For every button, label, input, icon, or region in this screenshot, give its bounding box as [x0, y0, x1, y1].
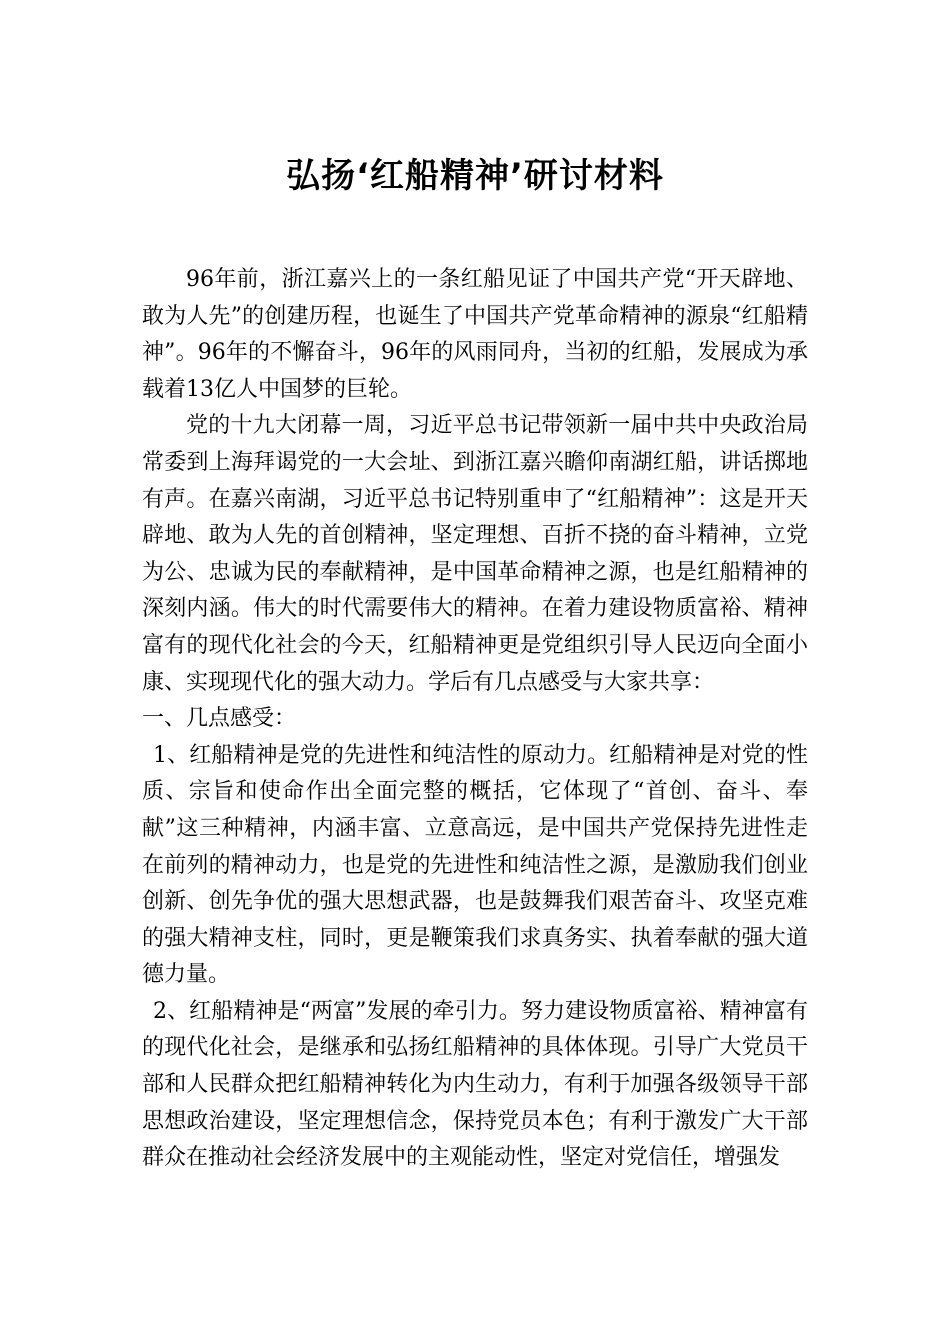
- paragraph-point-2: 2、红船精神是“两富”发展的牵引力。努力建设物质富裕、精神富有的现代化社会，是继承和弘扬红船精神的具体体现。引导广大党员干部和人民群众把红船精神转化为内生动力，有利于加强各级领导干部思想政治建设，坚定理想信念，保持党员本色；有利于激发广大干部群众在推动社会经济发展中的主观能动性，坚定对党信任，增强发: [142, 998, 808, 1171]
- paragraph-point-1: 1、红船精神是党的先进性和纯洁性的原动力。红船精神是对党的性质、宗旨和使命作出全面完整的概括，它体现了“首创、奋斗、奉献”这三种精神，内涵丰富、立意高远，是中国共产党保持先进性走在前列的精神动力，也是党的先进性和纯洁性之源，是激励我们创业创新、创先争优的强大思想武器，也是鼓舞我们艰苦奋斗、攻坚克难的强大精神支柱，同时，更是鞭策我们求真务实、执着奉献的强大道德力量。: [142, 742, 808, 988]
- document-title: 弘扬‘红船精神’研讨材料: [286, 156, 664, 196]
- document-body: [142, 262, 808, 1177]
- paragraph-background: 党的十九大闭幕一周，习近平总书记带领新一届中共中央政治局常委到上海拜谒党的一大会址、到浙江嘉兴瞻仰南湖红船，讲话掷地有声。在嘉兴南湖，习近平总书记特别重申了“红船精神”：这是开天辟地、敢为人先的首创精神，坚定理想、百折不挠的奋斗精神，立党为公、忠诚为民的奉献精神，是中国革命精神之源，也是红船精神的深刻内涵。伟大的时代需要伟大的精神。在着力建设物质富裕、精神富有的现代化社会的今天，红船精神更是党组织引导人民迈向全面小康、实现现代化的强大动力。学后有几点感受与大家共享：: [142, 413, 808, 695]
- paragraph-intro: 96年前，浙江嘉兴上的一条红船见证了中国共产党“开天辟地、敢为人先”的创建历程，也诞生了中国共产党革命精神的源泉“红船精神”。96年的不懈奋斗，96年的风雨同舟，当初的红船，发展成为承载着13亿人中国梦的巨轮。: [142, 267, 808, 402]
- section-heading: 一、几点感受：: [142, 706, 297, 732]
